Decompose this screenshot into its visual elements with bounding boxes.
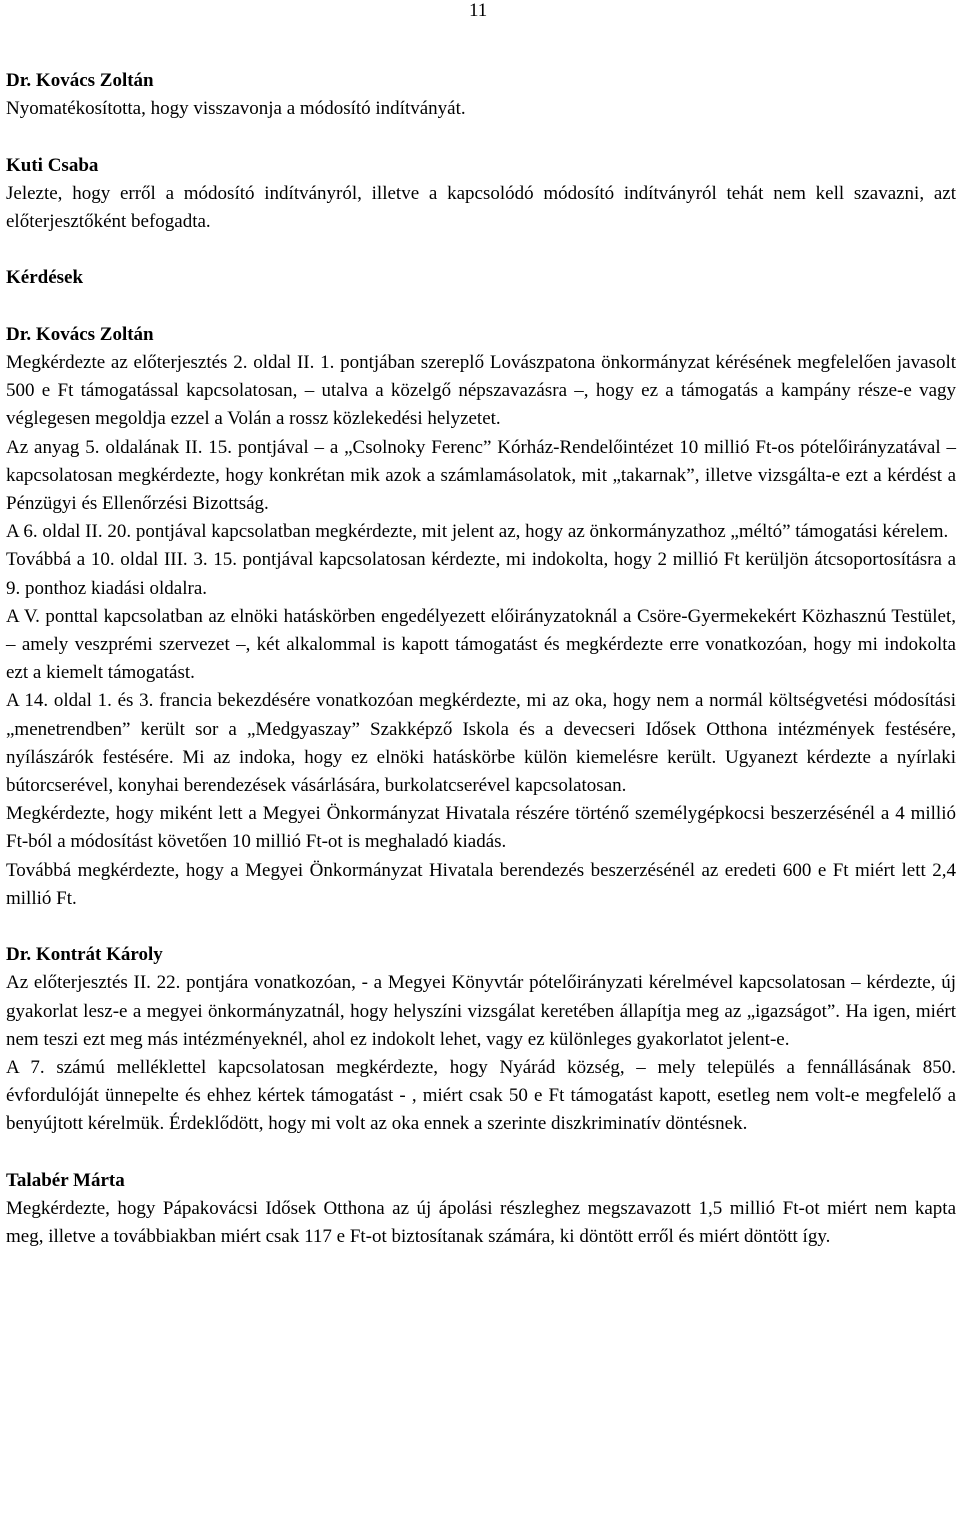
statement-block xyxy=(6,152,956,237)
statement-block xyxy=(6,67,956,123)
page-number: 11 xyxy=(469,0,488,21)
paragraph: Az anyag 5. oldalának II. 15. pontjával – a „Csolnoky Ferenc” Kórház-Rendelőintézet 10 millió Ft-os pótelőirányzatával – kapcsolatosan megkérdezte, hogy konkrétan mik azok a számlamásolatok, mit „takarnak”, illetve vizsgálta-e ezt a kérdést a Pénzügyi és Ellenőrzési Bizottság. xyxy=(6,436,956,514)
statement-block xyxy=(6,941,956,1138)
paragraph: A V. ponttal kapcsolatban az elnöki hatáskörben engedélyezett előirányzatoknál a Csöre-Gyermekekért Közhasznú Testület, – amely veszprémi szervezet –, két alkalommal is kapott támogatást és megkérdezte erre vonatkozóan, hogy mi indokolta ezt a kiemelt támogatást. xyxy=(6,605,956,684)
paragraph: Továbbá megkérdezte, hogy a Megyei Önkormányzat Hivatala berendezés beszerzésénél az eredeti 600 e Ft miért lett 2,4 millió Ft. xyxy=(6,859,956,909)
speaker-name: Dr. Kovács Zoltán xyxy=(6,323,154,345)
paragraph: Megkérdezte az előterjesztés 2. oldal II. 1. pontjában szereplő Lovászpatona önkormányzat kérésének megfelelően javasolt 500 e Ft támogatással kapcsolatosan, – utalva a közelgő népszavazásra –, hogy ez a támogatás a kampány része-e vagy véglegesen megoldja ezzel a Volán a rossz közlekedési helyzetet. xyxy=(6,351,956,430)
speaker-name: Talabér Márta xyxy=(6,1169,125,1191)
section-heading: Kérdések xyxy=(6,267,84,289)
statement-block xyxy=(6,321,956,913)
section-heading-block xyxy=(6,264,956,292)
paragraph: A 6. oldal II. 20. pontjával kapcsolatban megkérdezte, mit jelent az, hogy az önkormányzathoz „méltó” támogatási kérelem. xyxy=(6,521,949,543)
paragraph: Az előterjesztés II. 22. pontjára vonatkozóan, - a Megyei Könyvtár pótelőirányzati kérelmével kapcsolatosan – kérdezte, új gyakorlat lesz-e a megyei önkormányzatnál, hogy helyszíni vizsgálat keretében állapítja meg az „igazságot”. Ha igen, miért nem teszi ezt meg más intézményeknél, ahol ez indokolt lehet, vagy ez különleges gyakorlatot jelent-e. xyxy=(6,972,956,1050)
speaker-name: Kuti Csaba xyxy=(6,154,99,176)
speaker-name: Dr. Kovács Zoltán xyxy=(6,70,154,91)
statement-block xyxy=(6,1167,956,1252)
paragraph: A 14. oldal 1. és 3. francia bekezdésére vonatkozóan megkérdezte, mi az oka, hogy nem a normál költségvetési módosítási „menetrendben” került sor a „Medgyaszay” Szakképző Iskola és a devecseri Idősek Otthona intézmények festésére, nyílászárók festésére. Mi az indoka, hogy ez elnöki hatáskörbe külön kiemelésre került. Ugyanezt kérdezte a nyírlaki bútorcserével, konyhai berendezések vásárlására, burkolatcserével kapcsolatosan. xyxy=(6,690,956,797)
paragraph: Megkérdezte, hogy Pápakovácsi Idősek Otthona az új ápolási részleghez megszavazott 1,5 millió Ft-ot miért nem kapta meg, illetve a továbbiakban miért csak 117 e Ft-ot biztosítanak számára, ki döntött erről és miért döntött így. xyxy=(6,1198,956,1248)
paragraph: Jelezte, hogy erről a módosító indítványról, illetve a kapcsolódó módosító indítványról tehát nem kell szavazni, azt előterjesztőként befogadta. xyxy=(6,182,956,232)
paragraph: Megkérdezte, hogy miként lett a Megyei Önkormányzat Hivatala részére történő személygépkocsi beszerzésénél a 4 millió Ft-ból a módosítást követően 10 millió Ft-ot is meghaladó kiadás. xyxy=(6,803,956,853)
paragraph: A 7. számú melléklettel kapcsolatosan megkérdezte, hogy Nyárád község, – mely település a fennállásának 850. évfordulóját ünnepelte és ehhez kértek támogatást - , miért csak 50 e Ft támogatást kapott, esetleg nem volt-e megfelelő a benyújtott kérelmük. Érdeklődött, hogy mi volt az oka ennek a szerinte diszkriminatív döntésnek. xyxy=(6,1057,956,1135)
paragraph: Nyomatékosította, hogy visszavonja a módosító indítványát. xyxy=(6,98,466,120)
document-body xyxy=(6,67,956,1251)
speaker-name: Dr. Kontrát Károly xyxy=(6,944,163,966)
paragraph: Továbbá a 10. oldal III. 3. 15. pontjával kapcsolatosan kérdezte, mi indokolta, hogy 2 millió Ft kerüljön átcsoportosításra a 9. ponthoz kiadási oldalra. xyxy=(6,549,956,599)
